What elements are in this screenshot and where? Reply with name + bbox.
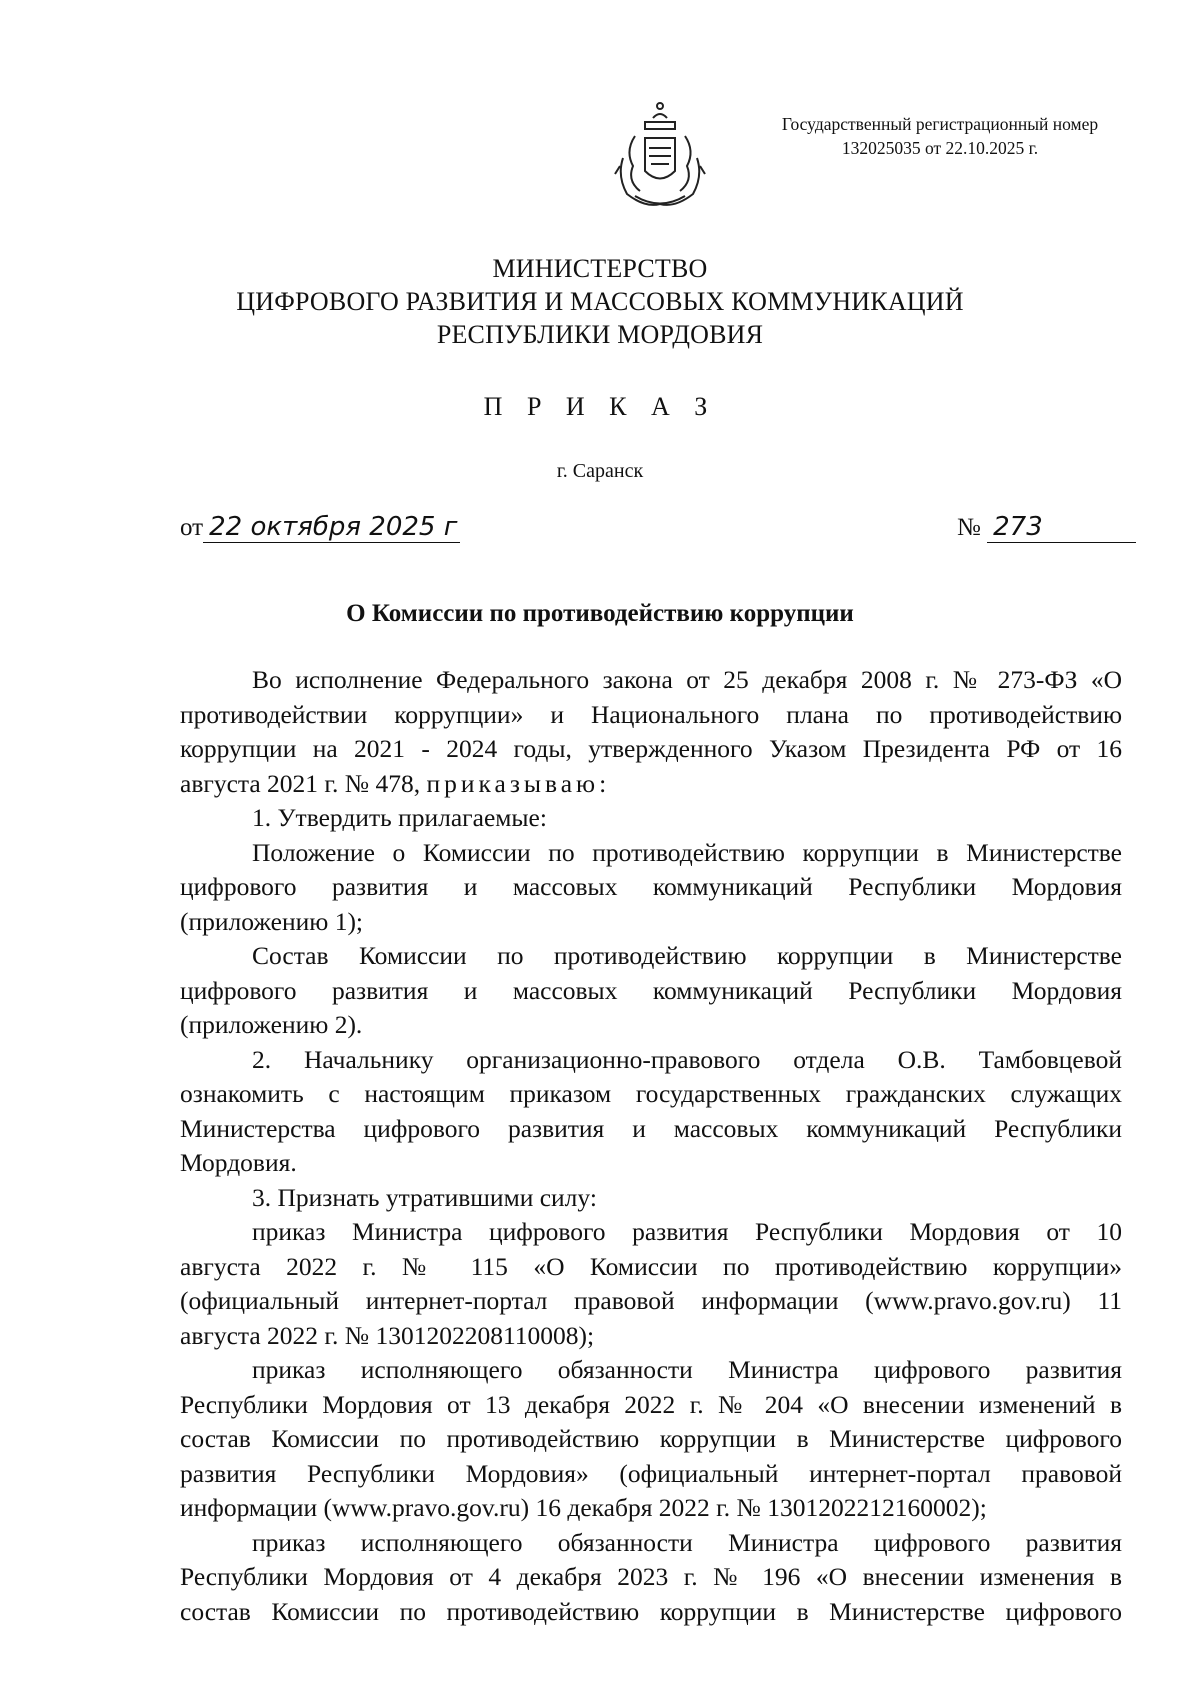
body-line: цифрового развития и массовых коммуникаций Республики Мордовия xyxy=(180,872,1122,901)
body-line: (приложению 2). xyxy=(180,1010,363,1039)
document-type: П Р И К А З xyxy=(483,392,717,421)
number-prefix: № xyxy=(957,514,981,541)
body-line: приказ Министра цифрового развития Республики Мордовия от 10 xyxy=(252,1217,1122,1246)
ministry-name xyxy=(0,252,1200,351)
body-line: приказ исполняющего обязанности Министра цифрового развития xyxy=(252,1527,1122,1557)
body-line: 1. Утвердить прилагаемые: xyxy=(252,803,547,832)
ministry-line-2: ЦИФРОВОГО РАЗВИТИЯ И МАССОВЫХ КОММУНИКАЦИЙ xyxy=(236,287,964,316)
body-line: информации (www.pravo.gov.ru) 16 декабря 2022 г. № 1301202212160002); xyxy=(180,1493,987,1522)
body-line: Положение о Комиссии по противодействию коррупции в Министерстве xyxy=(252,837,1122,867)
order-number xyxy=(957,512,1136,543)
registration-label: Государственный регистрационный номер xyxy=(781,114,1099,134)
body-line: Мордовия. xyxy=(180,1148,297,1177)
body-line: Республики Мордовия от 4 декабря 2023 г. № 196 «О внесении изменения в xyxy=(180,1562,1122,1591)
date-prefix: от xyxy=(180,514,204,541)
body-line: Министерства цифрового развития и массовых коммуникаций Республики xyxy=(180,1113,1122,1143)
body-line: Состав Комиссии по противодействию коррупции в Министерстве xyxy=(252,941,1122,970)
registration-value: 132025035 от 22.10.2025 г. xyxy=(841,138,1039,158)
body-line: состав Комиссии по противодействию коррупции в Министерстве цифрового xyxy=(180,1596,1122,1626)
handwritten-date: 22 октября 2025 г xyxy=(203,512,460,543)
body-line: приказ исполняющего обязанности Министра цифрового развития xyxy=(252,1355,1122,1384)
body-line: цифрового развития и массовых коммуникаций Республики Мордовия xyxy=(180,975,1122,1005)
body-line: Во исполнение Федерального закона от 25 декабря 2008 г. № 273-ФЗ «О xyxy=(252,665,1122,694)
registration-number xyxy=(740,112,1140,160)
body-line: (приложению 1); xyxy=(180,906,364,936)
body-line: развития Республики Мордовия» (официальный интернет-портал правовой xyxy=(180,1458,1122,1488)
order-date xyxy=(180,512,460,543)
coat-of-arms-emblem-icon xyxy=(605,96,715,216)
city: г. Саранск xyxy=(556,460,644,482)
body-line: (официальный интернет-портал правовой информации (www.pravo.gov.ru) 11 xyxy=(180,1286,1122,1315)
body-line: Республики Мордовия от 13 декабря 2022 г. № 204 «О внесении изменений в xyxy=(180,1389,1122,1419)
body-line: 2. Начальнику организационно-правового отдела О.В. Тамбовцевой xyxy=(252,1044,1122,1074)
body-line: 3. Признать утратившими силу: xyxy=(252,1182,597,1212)
document-title: О Комиссии по противодействию коррупции xyxy=(346,600,854,627)
ministry-line-1: МИНИСТЕРСТВО xyxy=(492,254,708,283)
body-line-part: августа 2021 г. № 478, xyxy=(180,768,421,798)
body-line: ознакомить с настоящим приказом государственных гражданских служащих xyxy=(180,1079,1122,1108)
body-line xyxy=(180,767,1122,802)
body-line: противодействии коррупции» и Национального плана по противодействию xyxy=(180,699,1122,729)
document-body xyxy=(180,663,1122,1629)
body-line: коррупции на 2021 - 2024 годы, утвержденного Указом Президента РФ от 16 xyxy=(180,734,1122,763)
ministry-line-3: РЕСПУБЛИКИ МОРДОВИЯ xyxy=(436,320,764,349)
body-line: состав Комиссии по противодействию коррупции в Министерстве цифрового xyxy=(180,1424,1122,1453)
handwritten-number: 273 xyxy=(987,512,1136,543)
body-line: августа 2022 г. № 1301202208110008); xyxy=(180,1320,595,1350)
order-word: приказываю: xyxy=(426,768,611,798)
body-line: августа 2022 г. № 115 «О Комиссии по противодействию коррупции» xyxy=(180,1251,1122,1281)
